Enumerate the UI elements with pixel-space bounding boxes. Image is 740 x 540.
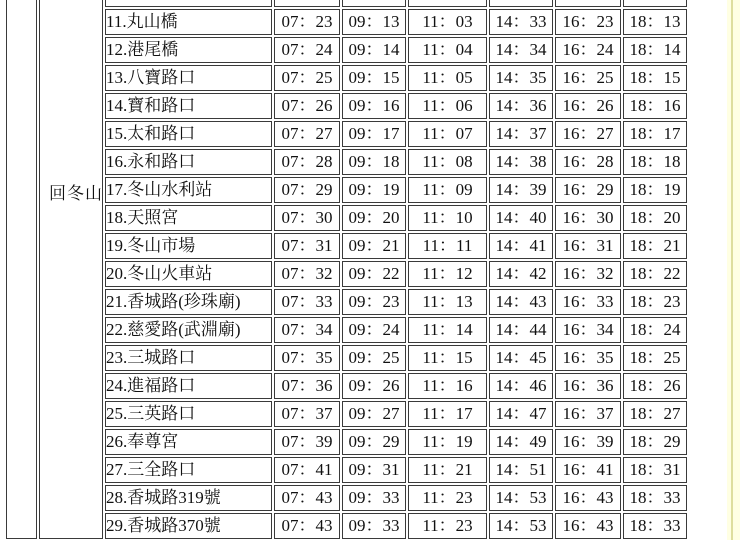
time-cell: 09：22 [342, 261, 406, 287]
table-row [6, 37, 687, 63]
time-cell: 14：37 [489, 121, 553, 147]
time-cell: 09：16 [342, 93, 406, 119]
time-cell: 09：21 [342, 233, 406, 259]
time-cell: 09：19 [342, 177, 406, 203]
time-cell: 11：11 [408, 233, 487, 259]
time-cell: 11：04 [408, 37, 487, 63]
time-cell: 18：33 [623, 485, 687, 511]
time-cell: 18：21 [623, 233, 687, 259]
time-cell-cropped [408, 0, 487, 7]
station-cell: 15.太和路口 [105, 121, 272, 147]
time-cell: 07：43 [274, 485, 340, 511]
time-cell: 09：23 [342, 289, 406, 315]
time-cell: 14：51 [489, 457, 553, 483]
time-cell: 07：29 [274, 177, 340, 203]
station-cell: 23.三城路口 [105, 345, 272, 371]
time-cell: 18：18 [623, 149, 687, 175]
time-cell: 16：41 [555, 457, 621, 483]
time-cell: 11：23 [408, 513, 487, 539]
time-cell: 16：29 [555, 177, 621, 203]
time-cell: 16：39 [555, 429, 621, 455]
time-cell: 18：14 [623, 37, 687, 63]
time-cell: 07：35 [274, 345, 340, 371]
time-cell: 07：34 [274, 317, 340, 343]
time-cell: 16：33 [555, 289, 621, 315]
time-cell: 11：09 [408, 177, 487, 203]
station-cell: 25.三英路口 [105, 401, 272, 427]
time-cell: 11：23 [408, 485, 487, 511]
time-cell: 09：31 [342, 457, 406, 483]
timetable-body [6, 0, 687, 539]
table-row [6, 233, 687, 259]
station-cell: 16.永和路口 [105, 149, 272, 175]
time-cell: 14：36 [489, 93, 553, 119]
time-cell: 16：32 [555, 261, 621, 287]
time-cell: 11：07 [408, 121, 487, 147]
time-cell: 14：33 [489, 9, 553, 35]
time-cell: 14：40 [489, 205, 553, 231]
time-cell: 18：27 [623, 401, 687, 427]
time-cell: 11：03 [408, 9, 487, 35]
time-cell: 07：32 [274, 261, 340, 287]
time-cell: 11：14 [408, 317, 487, 343]
time-cell: 18：17 [623, 121, 687, 147]
time-cell: 16：26 [555, 93, 621, 119]
time-cell: 16：43 [555, 485, 621, 511]
time-cell: 14：44 [489, 317, 553, 343]
time-cell: 16：35 [555, 345, 621, 371]
time-cell: 11：05 [408, 65, 487, 91]
time-cell: 07：30 [274, 205, 340, 231]
time-cell: 14：34 [489, 37, 553, 63]
time-cell: 14：43 [489, 289, 553, 315]
time-cell: 11：12 [408, 261, 487, 287]
time-cell: 07：28 [274, 149, 340, 175]
table-row [6, 177, 687, 203]
time-cell: 18：13 [623, 9, 687, 35]
page-edge-strip [727, 0, 740, 540]
time-cell: 14：53 [489, 513, 553, 539]
station-cell: 11.丸山橋 [105, 9, 272, 35]
time-cell: 11：17 [408, 401, 487, 427]
table-row [6, 9, 687, 35]
station-cell: 20.冬山火車站 [105, 261, 272, 287]
station-cell: 26.奉尊宮 [105, 429, 272, 455]
time-cell: 11：08 [408, 149, 487, 175]
time-cell: 14：45 [489, 345, 553, 371]
station-cell: 13.八寶路口 [105, 65, 272, 91]
time-cell: 16：25 [555, 65, 621, 91]
table-row [6, 93, 687, 119]
time-cell: 18：23 [623, 289, 687, 315]
station-cell: 18.天照宮 [105, 205, 272, 231]
time-cell: 11：21 [408, 457, 487, 483]
time-cell: 11：10 [408, 205, 487, 231]
time-cell: 18：29 [623, 429, 687, 455]
time-cell: 14：53 [489, 485, 553, 511]
station-cell: 22.慈愛路(武淵廟) [105, 317, 272, 343]
page-edge-line [731, 0, 733, 540]
table-row-partial [6, 0, 687, 7]
time-cell: 07：25 [274, 65, 340, 91]
time-cell: 07：37 [274, 401, 340, 427]
route-group-cell [6, 0, 37, 539]
time-cell: 07：23 [274, 9, 340, 35]
time-cell: 09：26 [342, 373, 406, 399]
time-cell: 14：49 [489, 429, 553, 455]
table-row [6, 401, 687, 427]
time-cell: 18：31 [623, 457, 687, 483]
time-cell: 18：22 [623, 261, 687, 287]
time-cell: 07：27 [274, 121, 340, 147]
time-cell: 18：33 [623, 513, 687, 539]
time-cell-cropped [489, 0, 553, 7]
time-cell: 16：34 [555, 317, 621, 343]
table-row [6, 345, 687, 371]
table-row [6, 149, 687, 175]
time-cell: 14：46 [489, 373, 553, 399]
time-cell: 11：19 [408, 429, 487, 455]
time-cell: 09：15 [342, 65, 406, 91]
bus-timetable [4, 0, 689, 540]
time-cell: 18：15 [623, 65, 687, 91]
time-cell: 09：25 [342, 345, 406, 371]
time-cell: 18：26 [623, 373, 687, 399]
time-cell: 07：43 [274, 513, 340, 539]
time-cell-cropped [342, 0, 406, 7]
time-cell: 14：39 [489, 177, 553, 203]
time-cell: 07：26 [274, 93, 340, 119]
table-row [6, 485, 687, 511]
time-cell: 07：36 [274, 373, 340, 399]
station-cell-cropped [105, 0, 272, 7]
time-cell: 09：20 [342, 205, 406, 231]
time-cell: 09：13 [342, 9, 406, 35]
time-cell: 14：35 [489, 65, 553, 91]
time-cell-cropped [274, 0, 340, 7]
time-cell: 16：43 [555, 513, 621, 539]
time-cell: 16：30 [555, 205, 621, 231]
time-cell: 16：36 [555, 373, 621, 399]
time-cell: 16：28 [555, 149, 621, 175]
table-row [6, 289, 687, 315]
table-row [6, 513, 687, 539]
time-cell: 18：20 [623, 205, 687, 231]
time-cell: 09：33 [342, 485, 406, 511]
time-cell-cropped [555, 0, 621, 7]
table-row [6, 373, 687, 399]
station-cell: 19.冬山市場 [105, 233, 272, 259]
station-cell: 14.寶和路口 [105, 93, 272, 119]
station-cell: 27.三全路口 [105, 457, 272, 483]
time-cell: 14：47 [489, 401, 553, 427]
time-cell: 16：24 [555, 37, 621, 63]
time-cell: 18：24 [623, 317, 687, 343]
time-cell-cropped [623, 0, 687, 7]
station-cell: 17.冬山水利站 [105, 177, 272, 203]
time-cell: 07：31 [274, 233, 340, 259]
time-cell: 18：25 [623, 345, 687, 371]
station-cell: 28.香城路319號 [105, 485, 272, 511]
station-cell: 24.進福路口 [105, 373, 272, 399]
time-cell: 07：33 [274, 289, 340, 315]
time-cell: 16：23 [555, 9, 621, 35]
table-row [6, 457, 687, 483]
station-cell: 29.香城路370號 [105, 513, 272, 539]
table-row [6, 429, 687, 455]
time-cell: 14：42 [489, 261, 553, 287]
time-cell: 16：37 [555, 401, 621, 427]
station-cell: 21.香城路(珍珠廟) [105, 289, 272, 315]
time-cell: 09：17 [342, 121, 406, 147]
time-cell: 09：14 [342, 37, 406, 63]
table-row [6, 205, 687, 231]
time-cell: 07：24 [274, 37, 340, 63]
time-cell: 09：27 [342, 401, 406, 427]
table-row [6, 121, 687, 147]
time-cell: 09：24 [342, 317, 406, 343]
time-cell: 18：19 [623, 177, 687, 203]
table-row [6, 317, 687, 343]
time-cell: 14：38 [489, 149, 553, 175]
table-row [6, 65, 687, 91]
time-cell: 16：27 [555, 121, 621, 147]
time-cell: 07：39 [274, 429, 340, 455]
time-cell: 11：13 [408, 289, 487, 315]
time-cell: 07：41 [274, 457, 340, 483]
time-cell: 18：16 [623, 93, 687, 119]
time-cell: 11：06 [408, 93, 487, 119]
station-cell: 12.港尾橋 [105, 37, 272, 63]
table-row [6, 261, 687, 287]
time-cell: 16：31 [555, 233, 621, 259]
time-cell: 09：29 [342, 429, 406, 455]
direction-label: 回冬山 [49, 184, 103, 203]
time-cell: 14：41 [489, 233, 553, 259]
time-cell: 09：33 [342, 513, 406, 539]
time-cell: 11：15 [408, 345, 487, 371]
direction-cell [39, 0, 103, 539]
time-cell: 09：18 [342, 149, 406, 175]
time-cell: 11：16 [408, 373, 487, 399]
